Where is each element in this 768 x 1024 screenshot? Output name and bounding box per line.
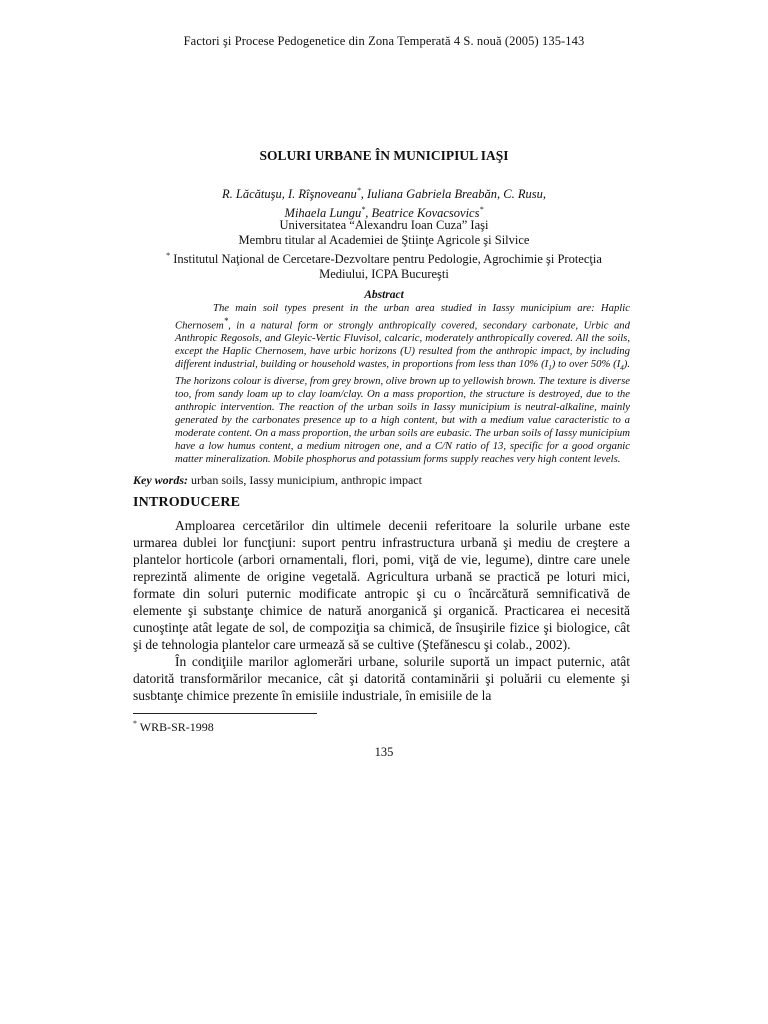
affiliation-2: Membru titular al Academiei de Ştiinţe Agricole şi Silvice (238, 233, 530, 247)
abstract-part: , in a natural form or strongly anthropically covered, secondary carbonate, Urbic and Anthropic Regosols, and Gleyic-Vertic Fluvisol, calcaric, moderately anthropically covered. All the soils, except the Haplic Chernosem, have urbic horizons (U) resulted from the anthropic impact, by including different industrial, building or household wastes, in proportions from less than 10% (I (175, 319, 630, 371)
section-heading-introduction: INTRODUCERE (133, 495, 241, 510)
paragraph: În condiţiile marilor aglomerări urbane, solurile suportă un impact puternic, atât datorită transformărilor mecanice, cât şi datorită contaminării şi poluării cu elemente şi susbtanţe chimice prezente în emisiile industriale, în emisiile de la (133, 654, 630, 703)
article-title: SOLURI URBANE ÎN MUNICIPIUL IAŞI (259, 148, 509, 163)
author-list (150, 183, 618, 221)
keywords-label: Key words: (133, 473, 188, 487)
abstract-text (175, 302, 630, 466)
affiliation-3-text: Institutul Naţional de Cercetare-Dezvoltare pentru Pedologie, Agrochimie şi Protecţia Mediului, ICPA Bucureşti (170, 252, 602, 282)
abstract-subscript: 4 (620, 364, 624, 373)
introduction-body (133, 517, 630, 704)
footnote (133, 719, 214, 735)
footnote-divider (133, 713, 317, 714)
abstract-subscript: 1 (548, 364, 552, 373)
authors-text: , Beatrice Kovacsovics (365, 206, 480, 221)
author-affiliation-marker: * (479, 205, 484, 215)
footnote-marker: * (133, 719, 137, 728)
affiliation-1: Universitatea “Alexandru Ioan Cuza” Iaşi (279, 218, 489, 232)
abstract-part: ). The horizons colour is diverse, from grey brown, olive brown up to yellowish brown. The texture is diverse too, from sandy loam up to clay loam/clay. On a mass proportion, the structure is destroyed, due to the anthropic intervention. The reaction of the urban soils in Iassy municipium is neutral-alkaline, mainly generated by the carbonates presence up to a high content, but with a medium value caracteristic to a moderate content. On a mass proportion, the urban soils are eubasic. The urban soils of Iassy municipium have a low humus content, a medium nitrogen one, and a C/N ratio of 13, specific for a good organic matter mineralization. Mobile phosphorus and potassium forms supply reaches very high content levels. (175, 358, 630, 465)
keywords-text: urban soils, Iassy municipium, anthropic impact (188, 473, 422, 487)
page-number: 135 (374, 745, 394, 759)
keywords (133, 473, 633, 488)
abstract-part: The main soil types present in the urban area studied in Iassy municipium are: Haplic Chernosem (175, 302, 630, 332)
running-head: Factori şi Procese Pedogenetice din Zona Temperată 4 S. nouă (2005) 135-143 (183, 34, 585, 48)
authors-text: , Iuliana Gabriela Breabăn, C. Rusu, (360, 187, 546, 202)
authors-text: R. Lăcătuşu, I. Rîşnoveanu (221, 187, 357, 202)
affiliations (150, 218, 618, 282)
author-affiliation-marker: * (356, 186, 361, 195)
abstract-heading: Abstract (364, 289, 404, 301)
affiliation-3 (150, 248, 618, 282)
abstract-part: ) to over 50% (I (551, 358, 621, 371)
footnote-text: WRB-SR-1998 (137, 720, 214, 734)
affiliation-marker: * (166, 251, 171, 260)
authors-text: Mihaela Lungu (284, 206, 362, 221)
authors-line-1 (150, 183, 618, 202)
paragraph: Amploarea cercetărilor din ultimele decenii referitoare la solurile urbane este urmarea dublei lor funcţiuni: suport pentru infrastructura urbană şi mediu de creştere a plantelor horticole (arbori ornamentali, flori, pomi, viţă de vie, legume), dintre care unele reprezintă alimente de origine vegetală. Agricultura urbană se practică pe loturi mici, formate din soluri puternic modificate antropic şi cu o încărcătură semnificativă de elemente şi substanţe chimice de natură anorganică şi organică. Practicarea ei necesită cunoştinţe atât legate de sol, de compoziţia sa chimică, de însuşirile fizice şi biologice, cât şi de tehnologia plantelor care urmează să se cultive (Ştefănescu şi colab., 2002). (133, 518, 630, 652)
abstract-marker: * (223, 315, 229, 326)
author-affiliation-marker: * (361, 205, 366, 215)
